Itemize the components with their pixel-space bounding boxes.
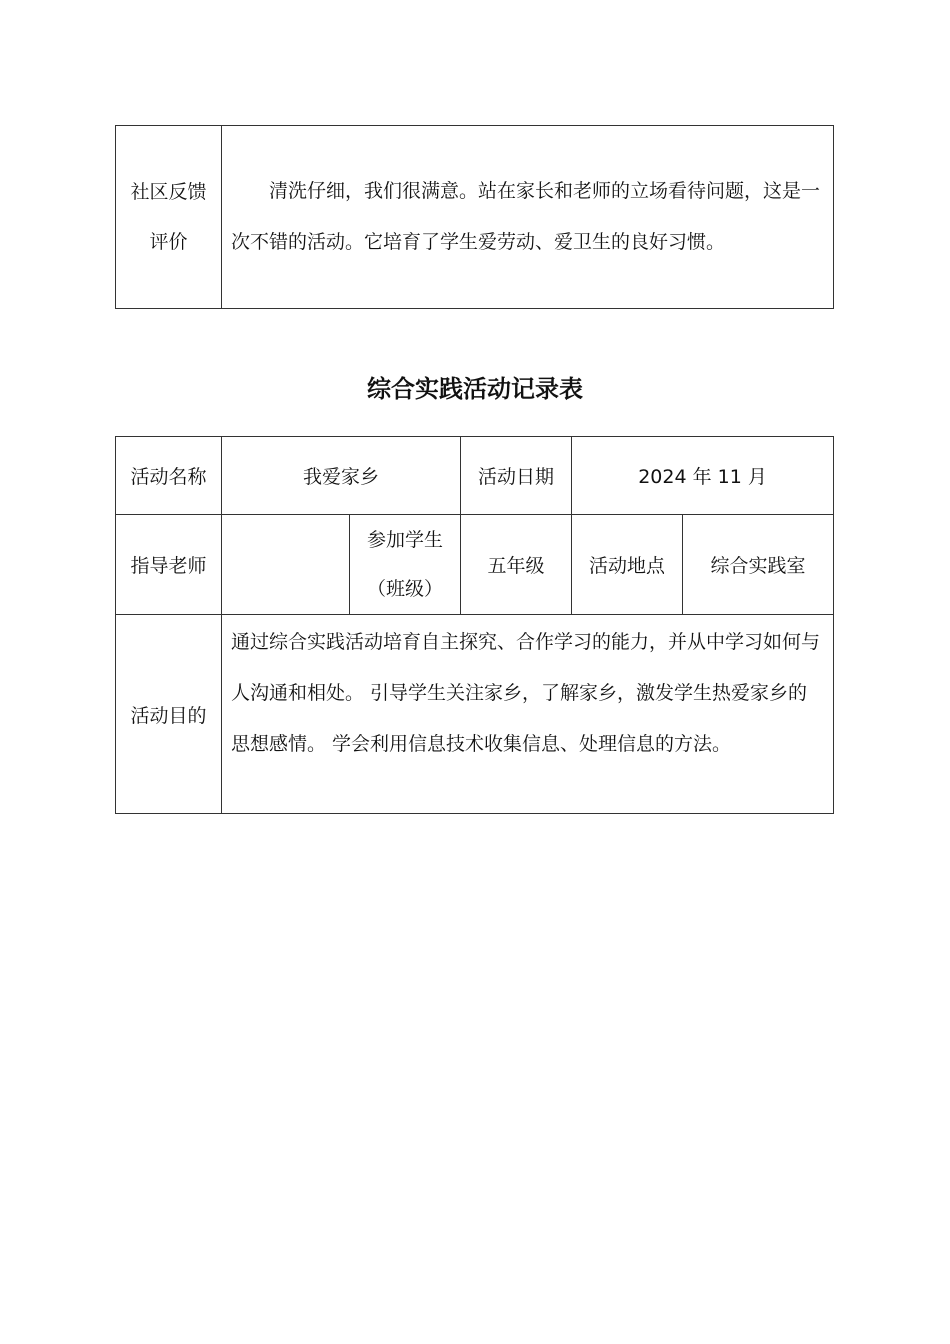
activity-date-label: 活动日期 xyxy=(461,437,572,515)
location-value: 综合实践室 xyxy=(683,515,834,615)
purpose-label: 活动目的 xyxy=(116,615,222,814)
feedback-label-cell xyxy=(116,126,222,309)
feedback-label-line2: 评价 xyxy=(149,231,188,253)
activity-date-value: 2024 年 11 月 xyxy=(572,437,834,515)
teacher-value xyxy=(222,515,350,615)
feedback-text: 清洗仔细，我们很满意。站在家长和老师的立场看待问题，这是一次不错的活动。它培育了学生爱劳动、爱卫生的良好习惯。 xyxy=(222,126,834,309)
students-label-line2: （班级） xyxy=(367,577,444,600)
location-label: 活动地点 xyxy=(572,515,683,615)
students-value: 五年级 xyxy=(461,515,572,615)
teacher-label: 指导老师 xyxy=(116,515,222,615)
students-label-line1: 参加学生 xyxy=(367,528,444,551)
students-label xyxy=(350,515,461,615)
activity-record-table xyxy=(115,436,834,814)
activity-name-value: 我爱家乡 xyxy=(222,437,461,515)
feedback-table xyxy=(115,125,834,309)
page-title: 综合实践活动记录表 xyxy=(367,375,583,403)
feedback-label-line1: 社区反馈 xyxy=(130,181,207,203)
activity-name-label: 活动名称 xyxy=(116,437,222,515)
table-row xyxy=(116,437,834,515)
table-row xyxy=(116,615,834,814)
purpose-text: 通过综合实践活动培育自主探究、合作学习的能力，并从中学习如何与人沟通和相处。 引导学生关注家乡，了解家乡，激发学生热爱家乡的思想感情。 学会利用信息技术收集信息、处理信息的方法。 xyxy=(222,615,834,814)
table-row xyxy=(116,515,834,615)
